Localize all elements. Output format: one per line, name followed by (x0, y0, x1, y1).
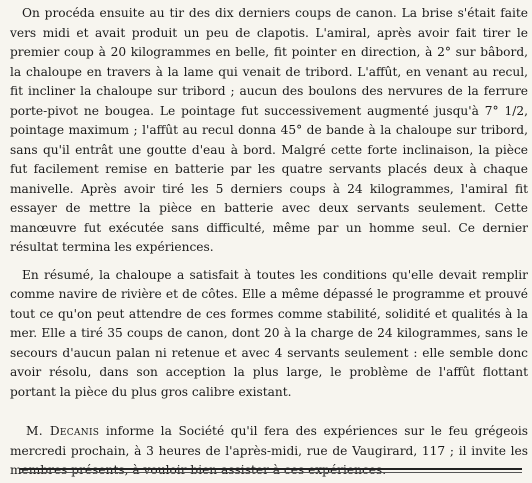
notice-speaker: M. Decanis (26, 424, 100, 438)
document-page (10, 4, 528, 481)
paragraph-summary: En résumé, la chaloupe a satisfait à toutes les conditions qu'elle devait remplir comme navire de rivière et de côtes. Elle a même dépassé le programme et prouvé tout ce qu'on peut attendre de ces formes comme stabilité, solidité et qualités à la mer. Elle a tiré 35 coups de canon, dont 20 à la charge de 24 kilogrammes, sans le secours d'aucun palan ni retenue et avec 4 servants seulement : elle semble donc avoir résolu, dans son acception la plus large, le problème de l'affût flottant portant la pièce du plus gros calibre existant. (10, 267, 528, 399)
notice-text: informe la Société qu'il fera des expériences sur le feu grégeois mercredi prochain, à 3 heures de l'après-midi, rue de Vaugirard, 117 ; il invite les membres présents, à vouloir bien assister à ces expériences. (10, 424, 528, 477)
page-bottom-rule (20, 468, 522, 470)
paragraph-trials: On procéda ensuite au tir des dix derniers coups de canon. La brise s'était faite vers midi et avait produit un peu de clapotis. L'amiral, après avoir fait tirer le premier coup à 20 kilogrammes en belle, fit pointer en direction, à 2° sur bâbord, la chaloupe en travers à la lame qui venait de tribord. L'affût, en venant au recul, fit incliner la chaloupe sur tribord ; aucun des boulons des nervures de la ferrure porte-pivot ne bougea. Le pointage fut successivement augmenté jusqu'à 7° 1/2, pointage maximum ; l'affût au recul donna 45° de bande à la chaloupe sur tribord, sans qu'il entrât une goutte d'eau à bord. Malgré cette forte inclinaison, la pièce fut facilement remise en batterie par les quatre servants placés deux à chaque manivelle. Après avoir tiré les 5 derniers coups à 24 kilogrammes, l'amiral fit essayer de mettre la pièce en batterie avec deux servants seulement. Cette manœuvre fut exécutée sans difficulté, même par un homme seul. Ce dernier résultat termina les expériences. (10, 6, 528, 254)
